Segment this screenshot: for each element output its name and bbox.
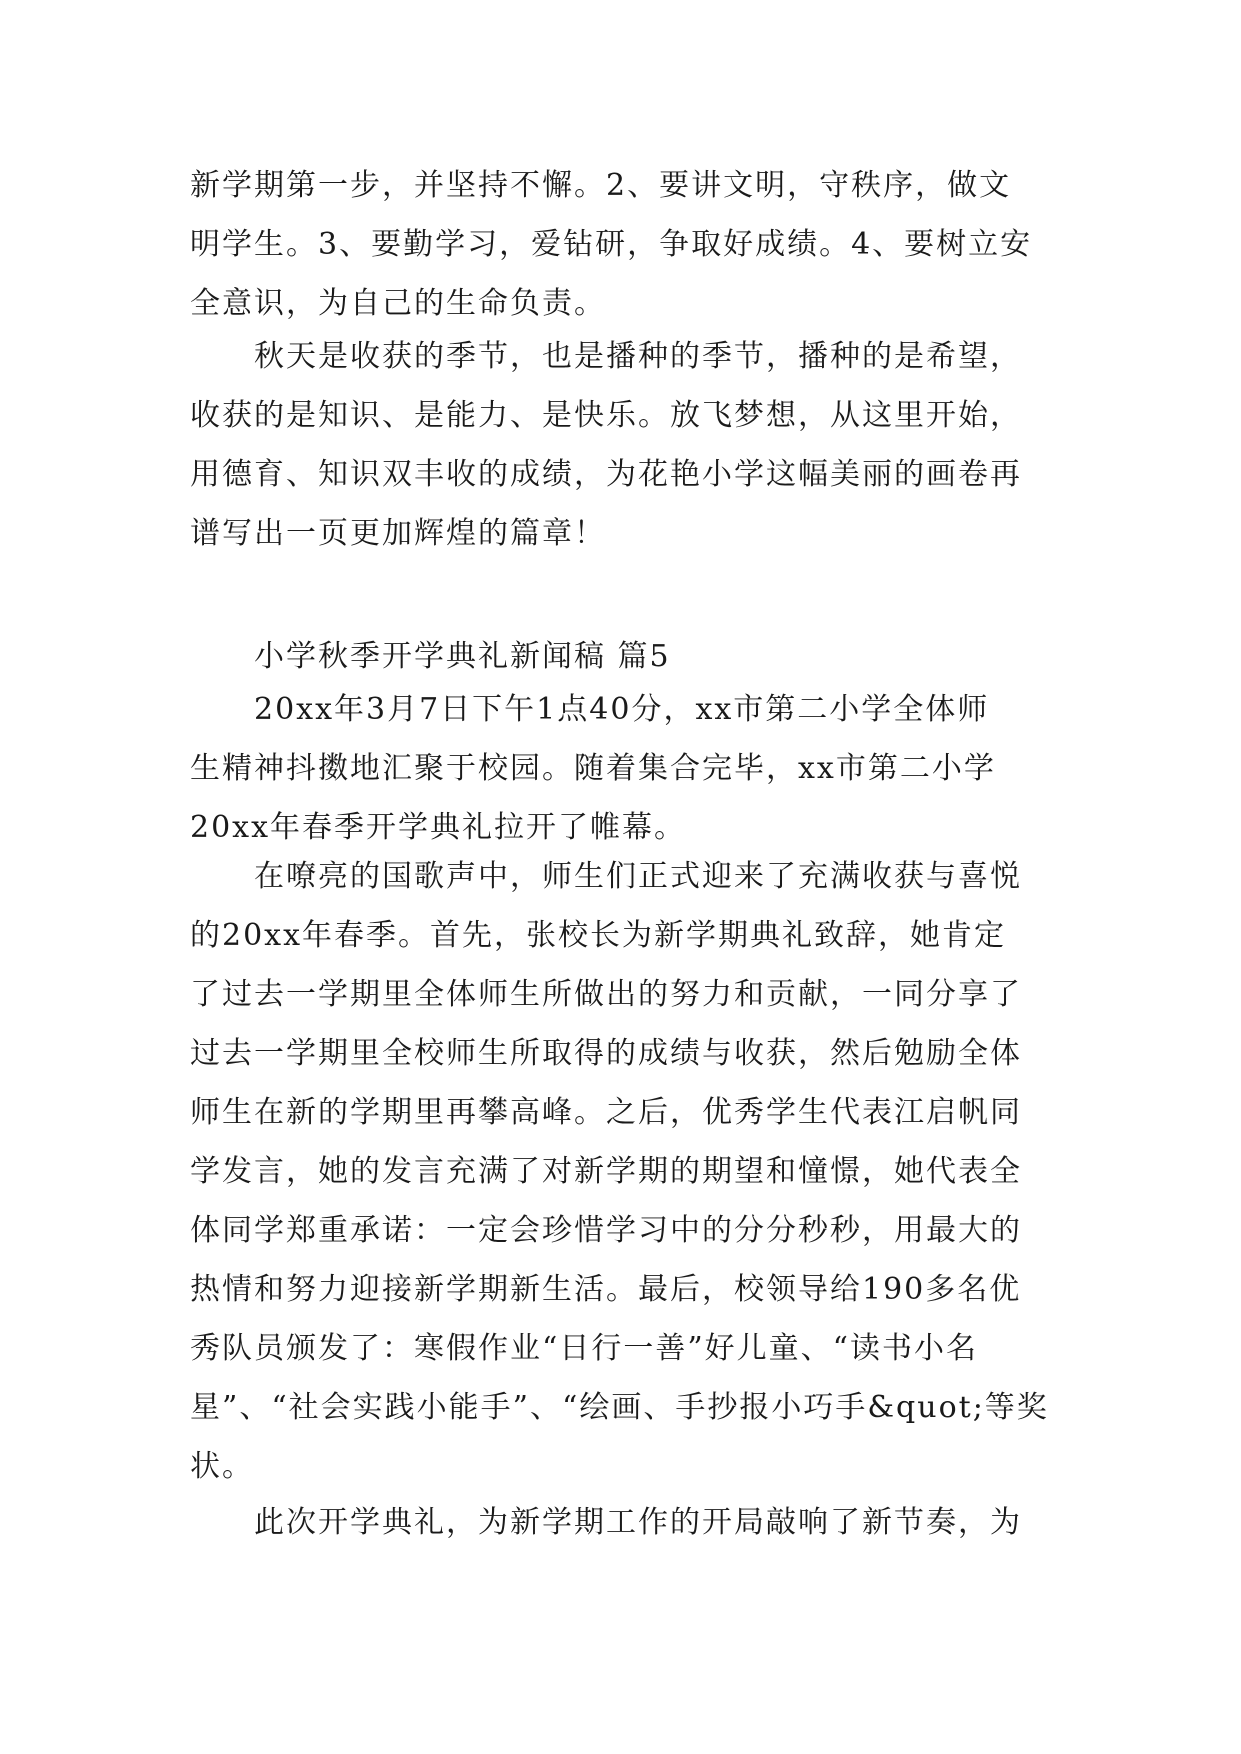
paragraph-line: 全意识，为自己的生命负责。 [190,286,606,321]
section-heading-block [190,627,1060,686]
paragraph-conclusion [190,1493,1060,1552]
paragraph-line: 用德育、知识双丰收的成绩，为花艳小学这幅美丽的画卷再 [190,457,1022,492]
paragraph-continued [190,156,1060,333]
paragraph-autumn [190,327,1060,563]
paragraph-line: 20xx年3月7日下午1点40分，xx市第二小学全体师 [254,692,990,727]
paragraph-line: 了过去一学期里全体师生所做出的努力和贡献，一同分享了 [190,977,1022,1012]
paragraph-line: 师生在新的学期里再攀高峰。之后，优秀学生代表江启帆同 [190,1095,1022,1130]
paragraph-line: 20xx年春季开学典礼拉开了帷幕。 [190,810,687,845]
paragraph-line: 明学生。3、要勤学习，爱钻研，争取好成绩。4、要树立安 [190,227,1033,262]
paragraph-line: 星”、“社会实践小能手”、“绘画、手抄报小巧手&quot;等奖 [190,1390,1049,1425]
paragraph-line: 秀队员颁发了：寒假作业“日行一善”好儿童、“读书小名 [190,1331,979,1366]
paragraph-line: 收获的是知识、是能力、是快乐。放飞梦想，从这里开始， [190,398,1022,433]
paragraph-line: 谱写出一页更加辉煌的篇章！ [190,516,606,551]
paragraph-line: 状。 [190,1449,254,1484]
paragraph-line: 秋天是收获的季节，也是播种的季节，播种的是希望， [254,339,1022,374]
paragraph-line: 在嘹亮的国歌声中，师生们正式迎来了充满收获与喜悦 [254,859,1022,894]
section-heading: 小学秋季开学典礼新闻稿 篇5 [254,639,671,674]
paragraph-ceremony [190,847,1060,1496]
paragraph-line: 的20xx年春季。首先，张校长为新学期典礼致辞，她肯定 [190,918,1007,953]
paragraph-line: 此次开学典礼，为新学期工作的开局敲响了新节奏，为 [254,1505,1022,1540]
paragraph-line: 学发言，她的发言充满了对新学期的期望和憧憬，她代表全 [190,1154,1022,1189]
paragraph-line: 过去一学期里全校师生所取得的成绩与收获，然后勉励全体 [190,1036,1022,1071]
paragraph-line: 体同学郑重承诺：一定会珍惜学习中的分分秒秒，用最大的 [190,1213,1022,1248]
paragraph-line: 生精神抖擞地汇聚于校园。随着集合完毕，xx市第二小学 [190,751,996,786]
paragraph-intro [190,680,1060,857]
paragraph-line: 新学期第一步，并坚持不懈。2、要讲文明，守秩序，做文 [190,168,1012,203]
paragraph-line: 热情和努力迎接新学期新生活。最后，校领导给190多名优 [190,1272,1022,1307]
